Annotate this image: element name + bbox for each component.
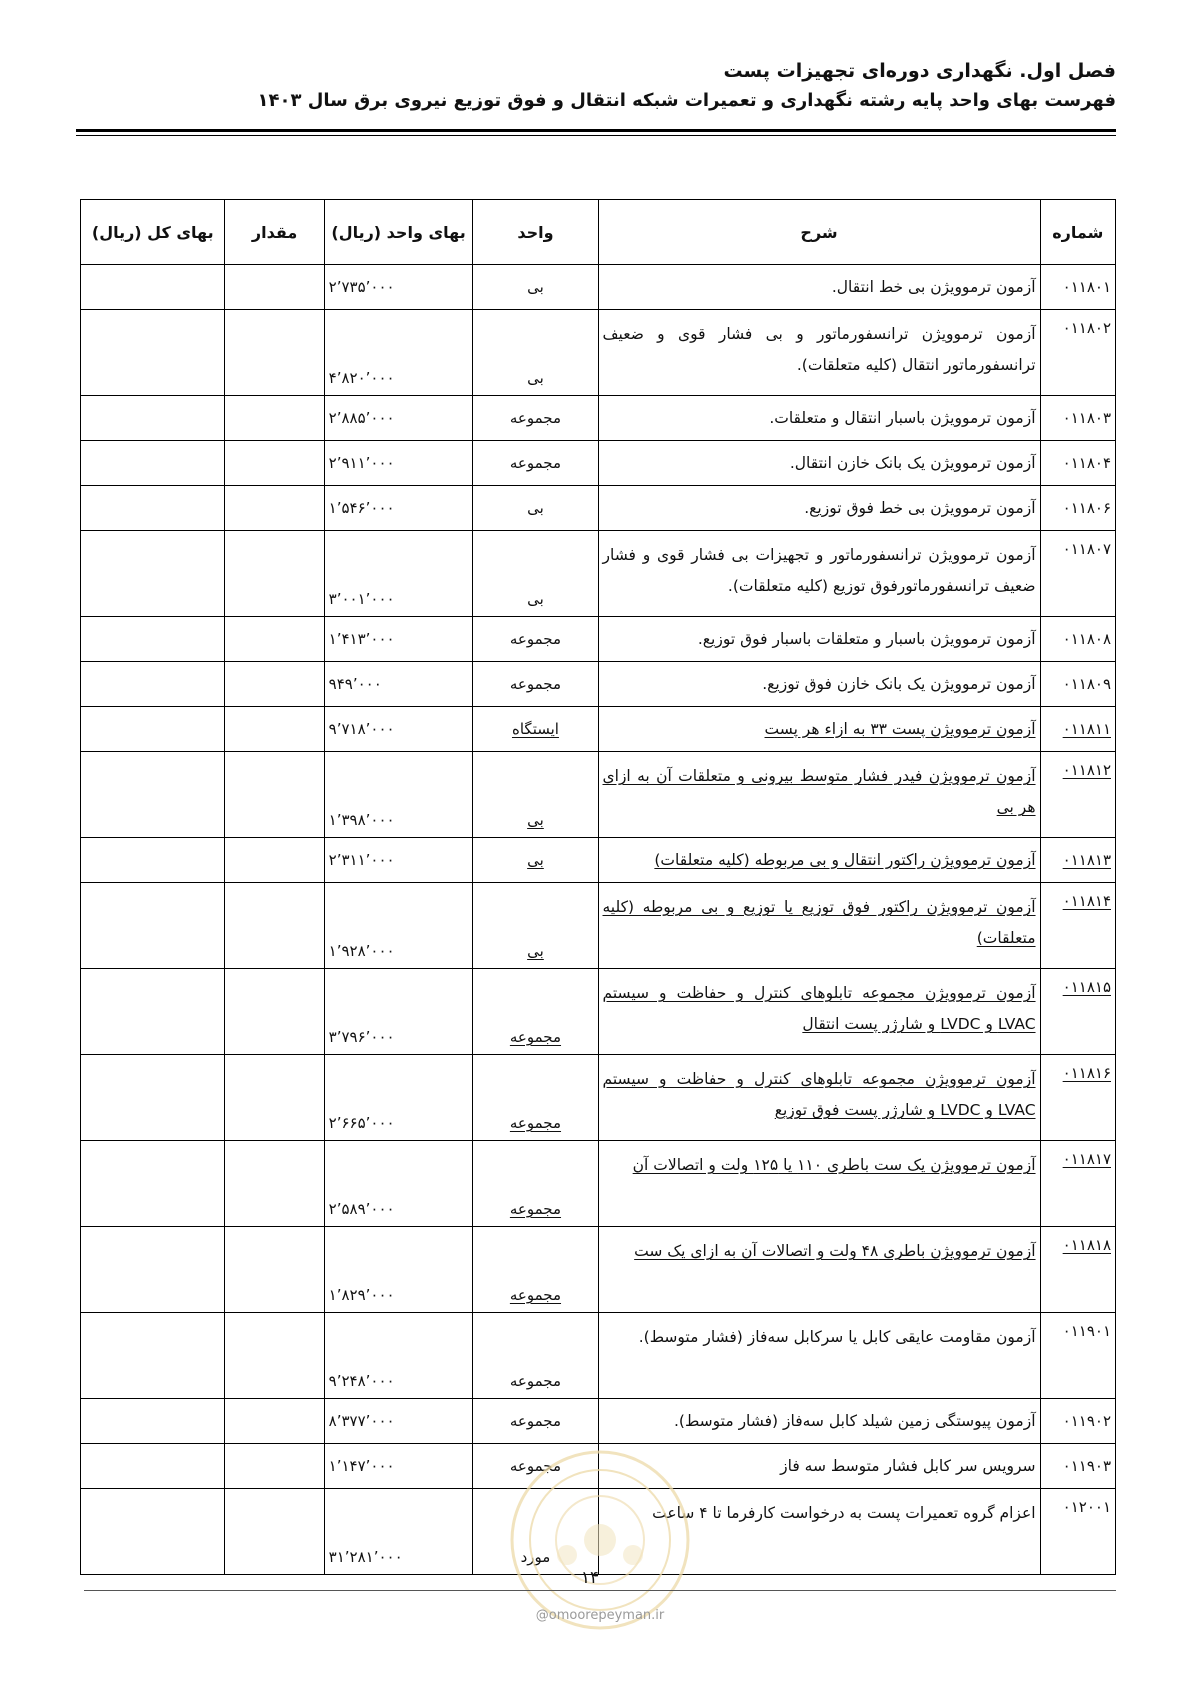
item-total — [81, 662, 225, 707]
item-unit-price: ۱٬۴۱۳٬۰۰۰ — [324, 617, 473, 662]
item-description: سرویس سر کابل فشار متوسط سه فاز — [598, 1444, 1040, 1489]
item-total — [81, 486, 225, 531]
document-title: فهرست بهای واحد پایه رشته نگهداری و تعمیرات شبکه انتقال و فوق توزیع نیروی برق سال ۱۴۰۳ — [257, 90, 1116, 111]
item-description: آزمون ترمو‌ویژن یک بانک خازن فوق توزیع. — [598, 662, 1040, 707]
column-header-total: بهای کل (ریال) — [81, 200, 225, 265]
table-row — [81, 486, 1116, 531]
item-description: آزمون ترمو‌ویژن فیدر فشار متوسط بیرونی و متعلقات آن به ازای هر بی — [598, 752, 1040, 838]
item-total — [81, 617, 225, 662]
item-code: ۰۱۱۸۰۴ — [1040, 441, 1115, 486]
table-row — [81, 883, 1116, 969]
item-code: ۰۱۱۸۱۵ — [1040, 969, 1115, 1055]
item-code: ۰۱۱۸۱۷ — [1040, 1141, 1115, 1227]
item-unit: بی — [473, 838, 598, 883]
item-total — [81, 396, 225, 441]
item-quantity — [225, 1399, 324, 1444]
item-quantity — [225, 1444, 324, 1489]
item-unit-price: ۹۴۹٬۰۰۰ — [324, 662, 473, 707]
item-total — [81, 531, 225, 617]
table-row — [81, 1313, 1116, 1399]
item-total — [81, 1444, 225, 1489]
item-code: ۰۱۱۸۰۲ — [1040, 310, 1115, 396]
item-description: آزمون ترمو‌ویژن ترانسفورماتور و تجهیزات بی فشار قوی و فشار ضعیف ترانسفورماتورفوق توزیع (کلیه متعلقات). — [598, 531, 1040, 617]
item-unit-price: ۲٬۵۸۹٬۰۰۰ — [324, 1141, 473, 1227]
table-row — [81, 1055, 1116, 1141]
item-unit-price: ۲٬۶۶۵٬۰۰۰ — [324, 1055, 473, 1141]
item-quantity — [225, 883, 324, 969]
item-code: ۰۱۱۸۱۶ — [1040, 1055, 1115, 1141]
page-number: ۱۴ — [580, 1568, 600, 1588]
item-unit: بی — [473, 265, 598, 310]
item-unit: مجموعه — [473, 662, 598, 707]
chapter-title: فصل اول. نگهداری دوره‌ای تجهیزات پست — [723, 60, 1116, 82]
item-unit: مجموعه — [473, 396, 598, 441]
item-unit-price: ۱٬۱۴۷٬۰۰۰ — [324, 1444, 473, 1489]
item-code: ۰۱۱۸۰۶ — [1040, 486, 1115, 531]
item-code: ۰۱۱۸۰۳ — [1040, 396, 1115, 441]
item-code: ۰۱۱۸۱۸ — [1040, 1227, 1115, 1313]
item-quantity — [225, 310, 324, 396]
item-total — [81, 441, 225, 486]
item-unit: بی — [473, 883, 598, 969]
item-code: ۰۱۱۸۰۱ — [1040, 265, 1115, 310]
watermark-url: @omoorepeyman.ir — [535, 1608, 665, 1623]
item-code: ۰۱۱۸۱۱ — [1040, 707, 1115, 752]
item-quantity — [225, 265, 324, 310]
item-description: آزمون ترموویژن باسبار انتقال و متعلقات. — [598, 396, 1040, 441]
item-unit: بی — [473, 531, 598, 617]
column-header-quantity: مقدار — [225, 200, 324, 265]
table-row — [81, 617, 1116, 662]
item-quantity — [225, 1313, 324, 1399]
item-quantity — [225, 707, 324, 752]
item-total — [81, 707, 225, 752]
item-unit-price: ۱٬۸۲۹٬۰۰۰ — [324, 1227, 473, 1313]
item-description: آزمون ترمو‌ویژن باسبار و متعلقات باسبار فوق توزیع. — [598, 617, 1040, 662]
item-description: آزمون ترمو‌ویژن یک ست باطری ۱۱۰ یا ۱۲۵ ولت و اتصالات آن — [598, 1141, 1040, 1227]
item-total — [81, 1313, 225, 1399]
item-code: ۰۱۱۹۰۲ — [1040, 1399, 1115, 1444]
column-header-unit-price: بهای واحد (ریال) — [324, 200, 473, 265]
header-rule-thick — [76, 129, 1116, 132]
item-code: ۰۱۱۹۰۱ — [1040, 1313, 1115, 1399]
item-description: آزمون ترمو‌ویژن مجموعه تابلوهای کنترل و حفاظت و سیستم LVAC و LVDC و شارژر پست انتقال — [598, 969, 1040, 1055]
item-quantity — [225, 752, 324, 838]
item-description: اعزام گروه تعمیرات پست به درخواست کارفرما تا ۴ ساعت — [598, 1489, 1040, 1575]
footer-rule — [84, 1590, 1116, 1591]
item-unit: مجموعه — [473, 1313, 598, 1399]
item-unit: مجموعه — [473, 1399, 598, 1444]
item-unit: مجموعه — [473, 1227, 598, 1313]
table-row — [81, 396, 1116, 441]
item-quantity — [225, 1489, 324, 1575]
item-code: ۰۱۱۸۰۷ — [1040, 531, 1115, 617]
table-row — [81, 441, 1116, 486]
item-total — [81, 838, 225, 883]
item-unit-price: ۹٬۷۱۸٬۰۰۰ — [324, 707, 473, 752]
item-total — [81, 310, 225, 396]
table-row — [81, 531, 1116, 617]
item-unit: بی — [473, 486, 598, 531]
item-description: آزمون ترمو‌ویژن مجموعه تابلوهای کنترل و حفاظت و سیستم LVAC و LVDC و شارژر پست فوق توزیع — [598, 1055, 1040, 1141]
item-unit-price: ۳٬۰۰۱٬۰۰۰ — [324, 531, 473, 617]
table-row — [81, 662, 1116, 707]
item-unit: ایستگاه — [473, 707, 598, 752]
table-row — [81, 1227, 1116, 1313]
item-unit-price: ۱٬۳۹۸٬۰۰۰ — [324, 752, 473, 838]
item-unit-price: ۲٬۷۳۵٬۰۰۰ — [324, 265, 473, 310]
item-description: آزمون ترمو‌ویژن راکتور فوق توزیع یا توزیع و بی مربوطه (کلیه متعلقات) — [598, 883, 1040, 969]
item-description: آزمون پیوستگی زمین شیلد کابل سه‌فاز (فشار متوسط). — [598, 1399, 1040, 1444]
column-header-code: شماره — [1040, 200, 1115, 265]
item-unit: مجموعه — [473, 1141, 598, 1227]
item-code: ۰۱۱۸۱۲ — [1040, 752, 1115, 838]
item-quantity — [225, 531, 324, 617]
table-row — [81, 707, 1116, 752]
column-header-description: شرح — [598, 200, 1040, 265]
item-unit-price: ۳٬۷۹۶٬۰۰۰ — [324, 969, 473, 1055]
item-total — [81, 969, 225, 1055]
item-unit: مجموعه — [473, 617, 598, 662]
item-unit-price: ۲٬۳۱۱٬۰۰۰ — [324, 838, 473, 883]
item-total — [81, 1141, 225, 1227]
item-unit-price: ۱٬۹۲۸٬۰۰۰ — [324, 883, 473, 969]
item-quantity — [225, 1141, 324, 1227]
item-quantity — [225, 662, 324, 707]
item-quantity — [225, 486, 324, 531]
item-code: ۰۱۱۸۱۳ — [1040, 838, 1115, 883]
item-total — [81, 265, 225, 310]
item-description: آزمون ترموویژن بی خط انتقال. — [598, 265, 1040, 310]
table-header-row — [81, 200, 1116, 265]
table-row — [81, 1141, 1116, 1227]
header-rule-thin — [76, 135, 1116, 136]
table-row — [81, 265, 1116, 310]
item-unit: مجموعه — [473, 1055, 598, 1141]
item-description: آزمون مقاومت عایقی کابل یا سرکابل سه‌فاز (فشار متوسط). — [598, 1313, 1040, 1399]
table-row — [81, 838, 1116, 883]
item-description: آزمون ترمو‌ویژن بی خط فوق توزیع. — [598, 486, 1040, 531]
table-row — [81, 969, 1116, 1055]
item-unit-price: ۹٬۲۴۸٬۰۰۰ — [324, 1313, 473, 1399]
item-quantity — [225, 396, 324, 441]
item-code: ۰۱۱۸۱۴ — [1040, 883, 1115, 969]
item-unit-price: ۴٬۸۲۰٬۰۰۰ — [324, 310, 473, 396]
item-total — [81, 1399, 225, 1444]
item-code: ۰۱۱۸۰۹ — [1040, 662, 1115, 707]
item-description: آزمون ترموویژن ترانسفورماتور و بی فشار قوی و ضعیف ترانسفورماتور انتقال (کلیه متعلقات). — [598, 310, 1040, 396]
item-quantity — [225, 1227, 324, 1313]
item-code: ۰۱۱۸۰۸ — [1040, 617, 1115, 662]
item-unit: بی — [473, 310, 598, 396]
item-description: آزمون ترمو‌ویژن راکتور انتقال و بی مربوطه (کلیه متعلقات) — [598, 838, 1040, 883]
item-quantity — [225, 838, 324, 883]
item-code: ۰۱۱۹۰۳ — [1040, 1444, 1115, 1489]
item-unit-price: ۲٬۸۸۵٬۰۰۰ — [324, 396, 473, 441]
table-row — [81, 310, 1116, 396]
item-total — [81, 752, 225, 838]
item-quantity — [225, 1055, 324, 1141]
item-unit: مجموعه — [473, 1444, 598, 1489]
item-unit-price: ۱٬۵۴۶٬۰۰۰ — [324, 486, 473, 531]
item-total — [81, 1227, 225, 1313]
item-unit-price: ۲٬۹۱۱٬۰۰۰ — [324, 441, 473, 486]
page-header — [76, 58, 1116, 114]
item-total — [81, 883, 225, 969]
watermark-seal-logo — [505, 1445, 695, 1635]
item-quantity — [225, 969, 324, 1055]
item-unit-price: ۳۱٬۲۸۱٬۰۰۰ — [324, 1489, 473, 1575]
item-description: آزمون ترمو‌ویژن پست ۳۳ به ازاء هر پست — [598, 707, 1040, 752]
item-quantity — [225, 617, 324, 662]
item-code: ۰۱۲۰۰۱ — [1040, 1489, 1115, 1575]
column-header-unit: واحد — [473, 200, 598, 265]
item-quantity — [225, 441, 324, 486]
table-row — [81, 1399, 1116, 1444]
item-unit: مجموعه — [473, 969, 598, 1055]
item-total — [81, 1489, 225, 1575]
item-description: آزمون ترمو‌ویژن یک بانک خازن انتقال. — [598, 441, 1040, 486]
item-description: آزمون ترمو‌ویژن باطری ۴۸ ولت و اتصالات آن به ازای یک ست — [598, 1227, 1040, 1313]
item-unit: مجموعه — [473, 441, 598, 486]
table-row — [81, 752, 1116, 838]
price-table — [80, 199, 1116, 1575]
item-total — [81, 1055, 225, 1141]
item-unit-price: ۸٬۳۷۷٬۰۰۰ — [324, 1399, 473, 1444]
item-unit: بی — [473, 752, 598, 838]
item-unit: مورد — [473, 1489, 598, 1575]
